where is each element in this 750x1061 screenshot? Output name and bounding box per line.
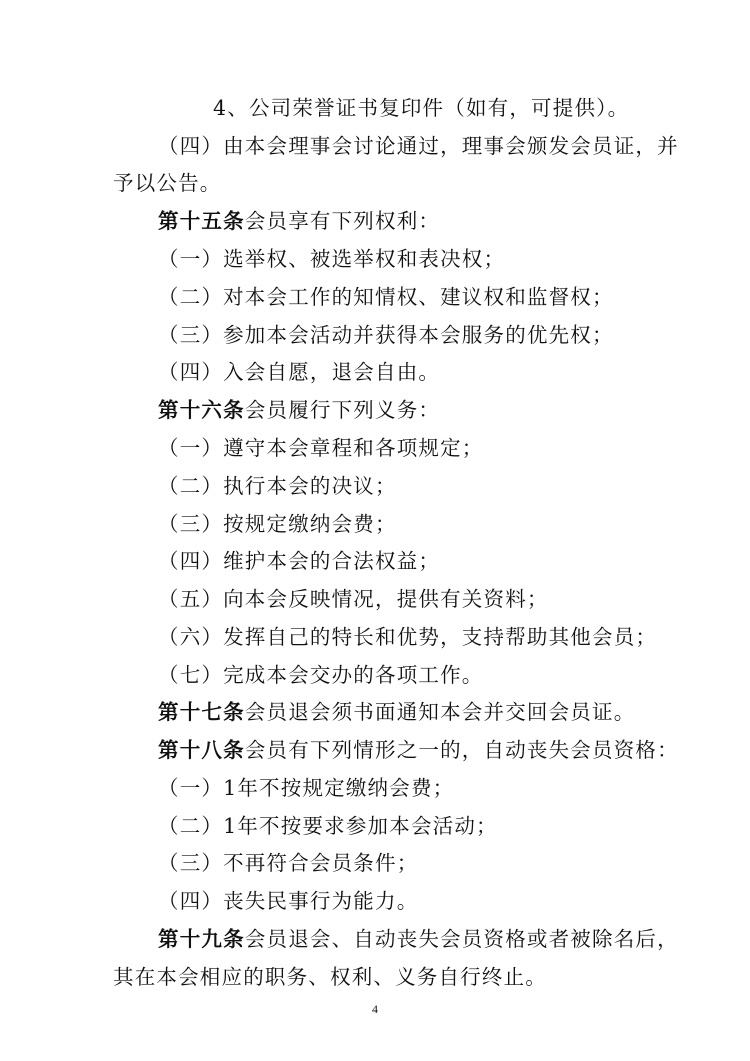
article-label: 第十七条 (158, 700, 245, 724)
article-label: 第十八条 (158, 738, 245, 762)
article-15-heading (158, 207, 440, 235)
list-item: （四）入会自愿，退会自由。 (158, 360, 441, 384)
list-item: （四）维护本会的合法权益； (158, 549, 441, 573)
list-item: （五）向本会反映情况，提供有关资料； (158, 587, 549, 611)
article-19-heading (158, 925, 679, 953)
list-item: （一）1年不按规定缴纳会费； (158, 776, 455, 800)
paragraph-line: （四）由本会理事会讨论通过，理事会颁发会员证，并 (158, 134, 679, 158)
list-item: （三）按规定缴纳会费； (158, 512, 397, 536)
list-item: （一）选举权、被选举权和表决权； (158, 247, 506, 271)
article-label: 第十六条 (158, 398, 245, 422)
article-18-heading (158, 736, 679, 764)
list-item: （二）1年不按要求参加本会活动； (158, 814, 498, 838)
article-text: 会员履行下列义务： (244, 398, 441, 422)
paragraph-line: 4、公司荣誉证书复印件（如有，可提供）。 (213, 96, 630, 120)
article-text: 会员退会须书面通知本会并交回会员证。 (244, 700, 636, 724)
list-item: （二）对本会工作的知情权、建议权和监督权； (158, 285, 614, 309)
article-label: 第十九条 (158, 927, 245, 951)
list-item: （七）完成本会交办的各项工作。 (158, 663, 484, 687)
article-text: 会员享有下列权利： (244, 209, 441, 233)
article-label: 第十五条 (158, 209, 245, 233)
article-text: 会员有下列情形之一的，自动丧失会员资格： (244, 738, 679, 762)
page-number: 4 (372, 1002, 378, 1016)
list-item: （二）执行本会的决议； (158, 474, 397, 498)
list-item: （四）丧失民事行为能力。 (158, 889, 419, 913)
paragraph-line: 予以公告。 (113, 171, 222, 195)
list-item: （三）不再符合会员条件； (158, 851, 419, 875)
paragraph-line: 其在本会相应的职务、权利、义务自行终止。 (113, 965, 547, 989)
list-item: （三）参加本会活动并获得本会服务的优先权； (158, 323, 614, 347)
article-text: 会员退会、自动丧失会员资格或者被除名后， (244, 927, 679, 951)
list-item: （六）发挥自己的特长和优势，支持帮助其他会员； (158, 625, 658, 649)
article-17-heading (158, 698, 635, 726)
article-16-heading (158, 396, 440, 424)
list-item: （一）遵守本会章程和各项规定； (158, 436, 484, 460)
